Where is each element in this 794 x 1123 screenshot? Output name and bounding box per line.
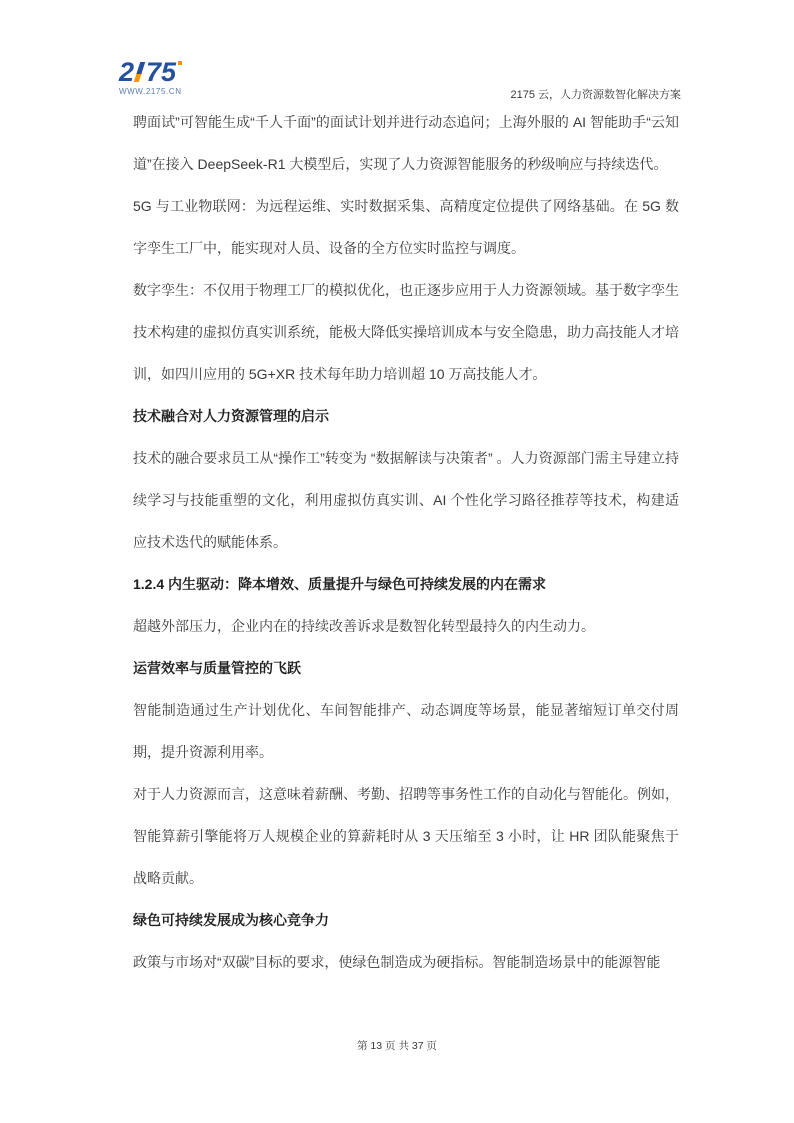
- company-logo: [119, 57, 182, 96]
- section-heading: 技术融合对人力资源管理的启示: [133, 408, 329, 424]
- logo-website-url: WWW.2175.CN: [119, 87, 182, 96]
- section-heading: 运营效率与质量管控的飞跃: [133, 660, 301, 676]
- paragraph: 5G 与工业物联网：为远程运维、实时数据采集、高精度定位提供了网络基础。在 5G 数字孪生工厂中，能实现对人员、设备的全方位实时监控与调度。: [133, 198, 679, 256]
- paragraph: 政策与市场对“双碳”目标的要求，使绿色制造成为硬指标。智能制造场景中的能源智能: [133, 954, 661, 970]
- paragraph: 聘面试”可智能生成“千人千面”的面试计划并进行动态追问；上海外服的 AI 智能助手“云知道”在接入 DeepSeek-R1 大模型后，实现了人力资源智能服务的秒级响应与持续迭代。: [133, 114, 679, 172]
- paragraph: 对于人力资源而言，这意味着薪酬、考勤、招聘等事务性工作的自动化与智能化。例如，智能算薪引擎能将万人规模企业的算薪耗时从 3 天压缩至 3 小时，让 HR 团队能聚焦于战略贡献。: [133, 786, 679, 886]
- section-heading: 绿色可持续发展成为核心竞争力: [133, 912, 329, 928]
- paragraph: 智能制造通过生产计划优化、车间智能排产、动态调度等场景，能显著缩短订单交付周期，提升资源利用率。: [133, 702, 679, 760]
- logo-number-left: 2: [119, 57, 135, 87]
- document-header-title: 2175 云，人力资源数智化解决方案: [510, 89, 681, 101]
- page-number-footer: 第 13 页 共 37 页: [357, 1040, 437, 1052]
- paragraph: 超越外部压力，企业内在的持续改善诉求是数智化转型最持久的内生动力。: [133, 618, 595, 634]
- document-body: [133, 101, 679, 983]
- logo-number-right: 75: [146, 57, 177, 87]
- logo-slash-icon: [134, 62, 145, 82]
- logo-trademark-dot-icon: [178, 61, 182, 65]
- numbered-section-heading: 1.2.4 内生驱动：降本增效、质量提升与绿色可持续发展的内在需求: [133, 576, 547, 592]
- logo-wordmark-icon: [119, 57, 182, 87]
- paragraph: 技术的融合要求员工从“操作工”转变为 “数据解读与决策者” 。人力资源部门需主导建立持续学习与技能重塑的文化，利用虚拟仿真实训、AI 个性化学习路径推荐等技术，构建适应技术迭代的赋能体系。: [133, 450, 679, 550]
- paragraph: 数字孪生：不仅用于物理工厂的模拟优化，也正逐步应用于人力资源领域。基于数字孪生技术构建的虚拟仿真实训系统，能极大降低实操培训成本与安全隐患，助力高技能人才培训，如四川应用的 5G+XR 技术每年助力培训超 10 万高技能人才。: [133, 282, 679, 382]
